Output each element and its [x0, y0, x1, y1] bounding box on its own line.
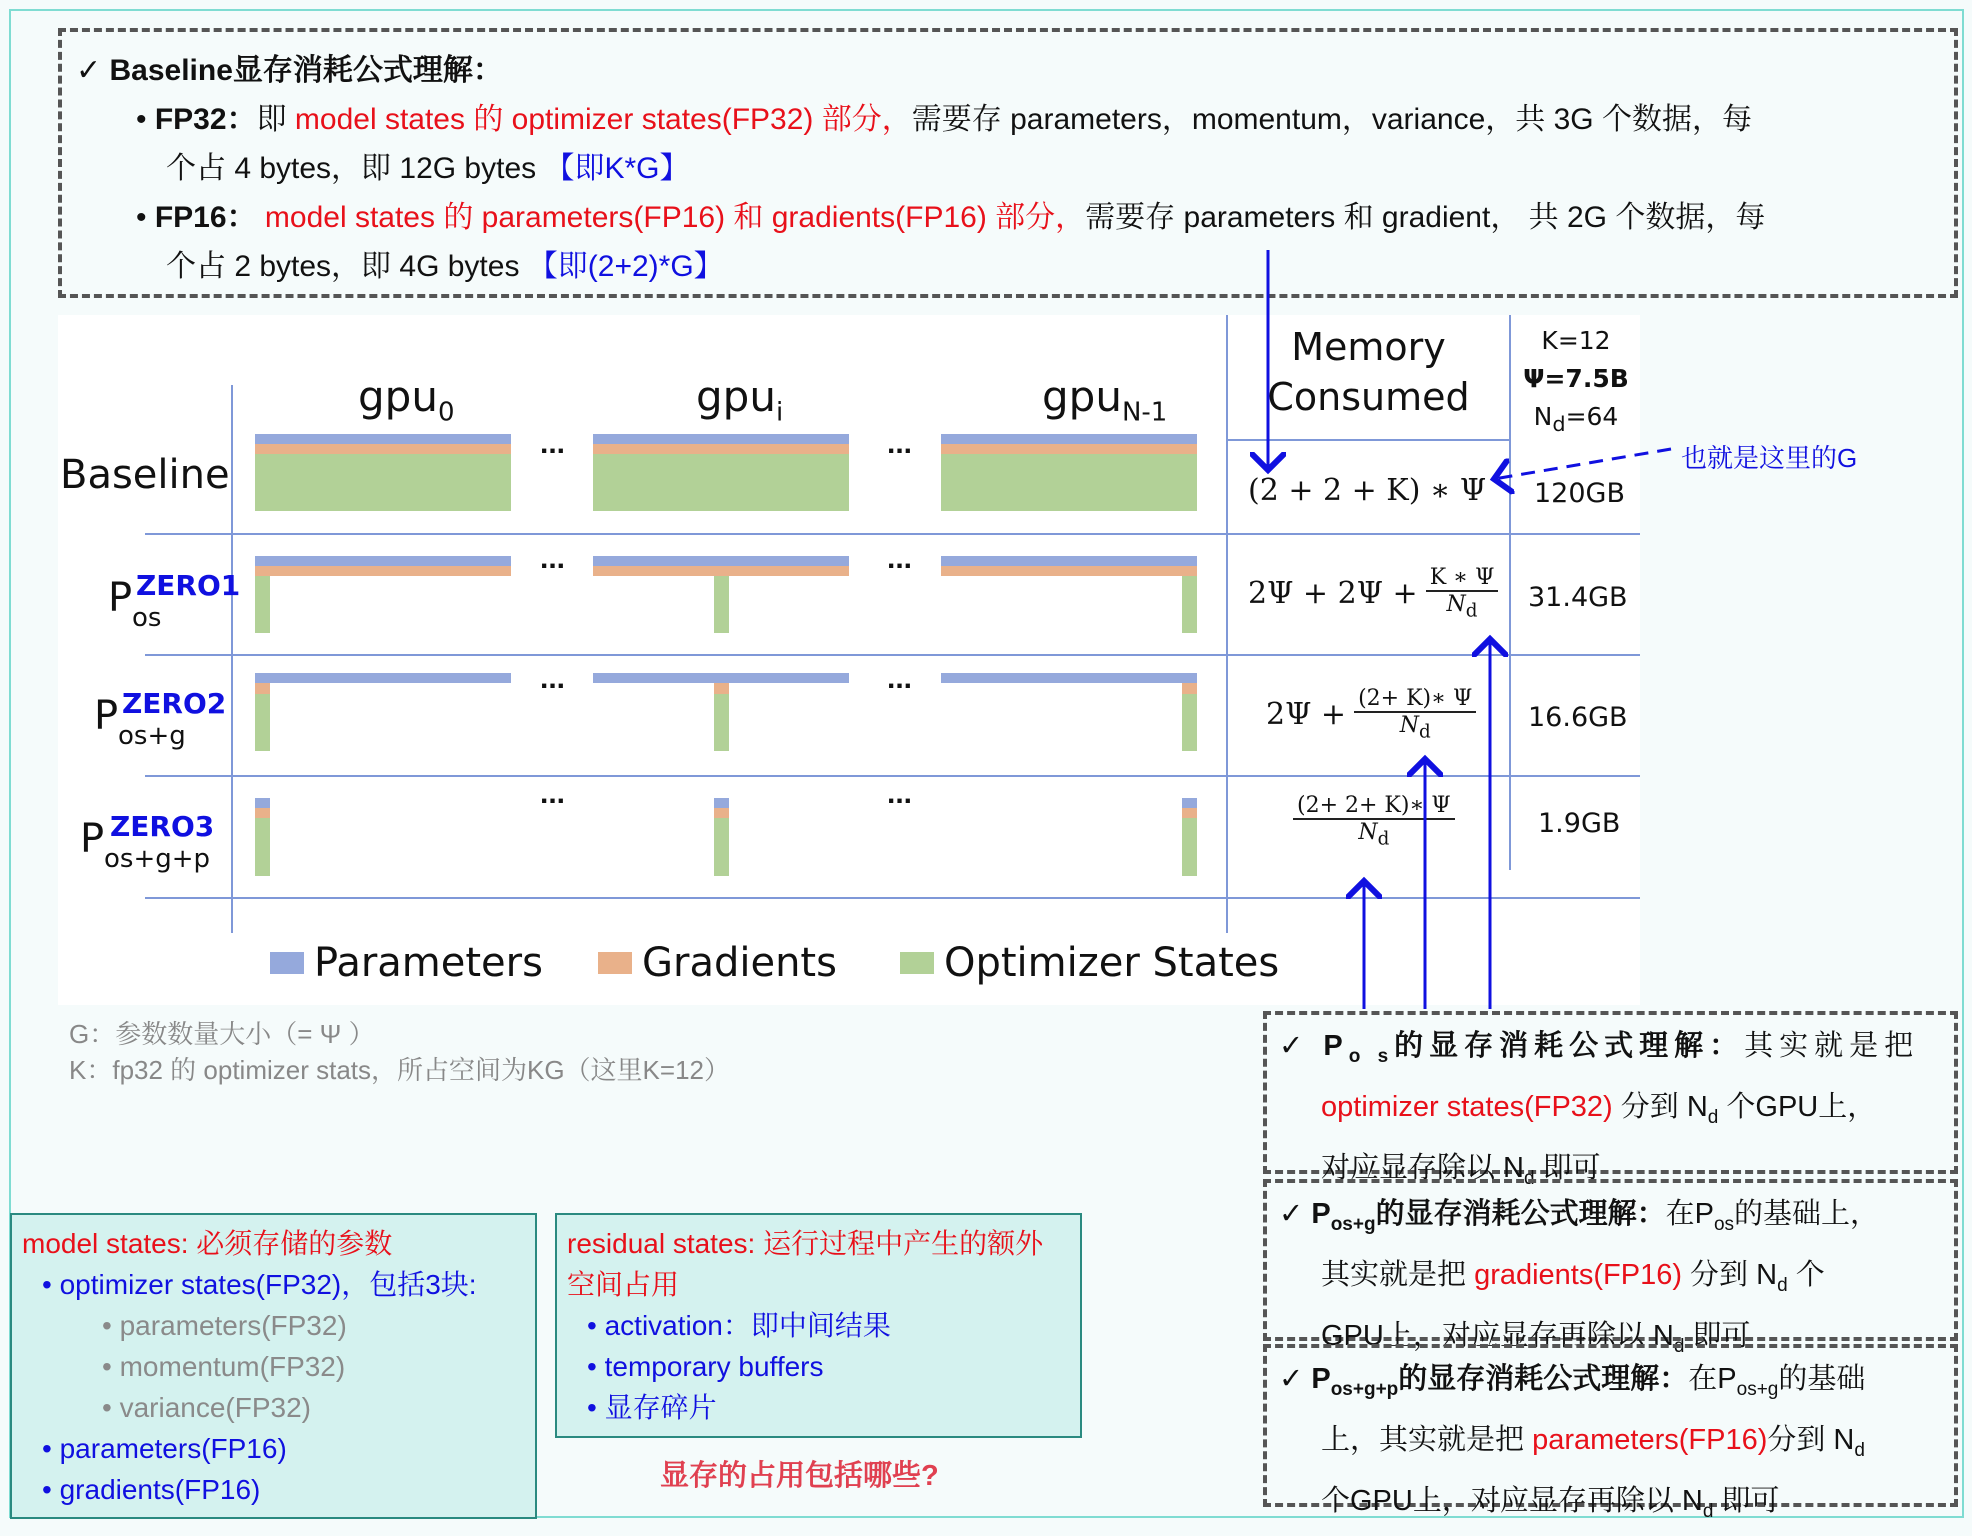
gpu-base: gpu [358, 372, 438, 421]
text-blue: 【即(2+2)*G】 [527, 250, 724, 283]
text: 即可 [1684, 1319, 1751, 1352]
fp32-label: FP32： [154, 103, 257, 136]
text: 分到 N [1612, 1090, 1708, 1123]
ellipsis: ... [540, 542, 566, 575]
p: P [1323, 1030, 1349, 1062]
text: 个GPU上，对应显存再除以 N [1321, 1484, 1703, 1517]
text: 即可 [1713, 1484, 1780, 1517]
item-text: gradients(FP16) [59, 1474, 261, 1505]
sub: d [1702, 1500, 1714, 1522]
list-item: • temporary buffers [587, 1351, 824, 1382]
text: 分到 N [1767, 1423, 1855, 1456]
sub: os [132, 603, 162, 633]
text: 对应显存除以 N [1321, 1151, 1525, 1184]
explanation-zero3 [1263, 1344, 1958, 1522]
zero-stage: ZERO2 [122, 687, 227, 720]
ellipsis: ... [887, 427, 913, 460]
p: P [94, 693, 119, 739]
list-item: • optimizer states(FP32)，包括3块: [42, 1269, 477, 1300]
list-item: • variance(FP32) [102, 1392, 311, 1423]
text: 上，其实就是把 [1321, 1423, 1533, 1456]
text: 其实就是把 [1744, 1030, 1920, 1062]
text: 分到 N [1682, 1258, 1778, 1291]
gpu-sub: 0 [437, 397, 455, 428]
sub: os [1713, 1213, 1735, 1235]
text: 在P [1688, 1363, 1737, 1395]
sub: d [1673, 1335, 1685, 1357]
numerator: (2+ K)∗ Ψ [1354, 686, 1476, 713]
sub: os+g [1736, 1378, 1779, 1400]
ellipsis: ... [887, 777, 913, 810]
numerator: K ∗ Ψ [1426, 565, 1499, 592]
value-zero3: 1.9GB [1538, 808, 1621, 839]
text: 个 [1787, 1258, 1825, 1291]
d: d [1377, 828, 1390, 850]
ellipsis: ... [540, 427, 566, 460]
text: 即可 [1534, 1151, 1601, 1184]
header-line: Consumed [1267, 375, 1470, 419]
list-item: • 显存碎片 [587, 1392, 717, 1423]
sub: os+g+p [104, 844, 211, 874]
text-red: model states 的 parameters(FP16) 和 gradients(FP16) 部分， [256, 201, 1086, 234]
question-text: 显存的占用包括哪些? [660, 1460, 939, 1492]
head: 的显存消耗公式理解： [1394, 1030, 1745, 1062]
d: d [1418, 721, 1431, 743]
item-text: optimizer states(FP32)，包括3块: [59, 1269, 477, 1300]
formula-baseline: (2 + 2 + K) ∗ Ψ [1248, 473, 1487, 508]
item-text: temporary buffers [604, 1351, 824, 1382]
item-text: 显存碎片 [604, 1392, 717, 1423]
n: N [1399, 713, 1419, 738]
value-zero1: 31.4GB [1528, 582, 1628, 613]
fp16-label: FP16： [154, 201, 257, 234]
gpu-base: gpu [696, 372, 776, 421]
gpu-sub: i [775, 397, 784, 428]
value-zero2: 16.6GB [1528, 702, 1628, 733]
sub: d [1854, 1439, 1865, 1461]
arrow-dashed [1494, 449, 1671, 479]
text: 个占 4 bytes，即 12G bytes [166, 152, 545, 185]
text: 需要存 parameters 和 gradient， 共 2G 个数据，每 [1085, 201, 1766, 234]
line [1279, 1250, 1944, 1311]
item-text: momentum(FP32) [119, 1351, 346, 1382]
text-blue: 【即K*G】 [544, 152, 690, 185]
n: N [1358, 820, 1378, 845]
header-line: Memory [1291, 325, 1446, 369]
line: ✓ $P_{os+g+p}$的显存消耗公式理解：在$P_{os+g}$的基础 [1279, 1363, 1866, 1400]
d: d [1552, 412, 1566, 436]
text: 在P [1665, 1198, 1714, 1230]
p: P [108, 575, 133, 621]
row-label-baseline: Baseline [60, 452, 230, 498]
item-text: activation：即中间结果 [604, 1310, 891, 1341]
text: 的基础 [1778, 1363, 1866, 1395]
gpu-sub: N-1 [1121, 397, 1168, 428]
line: ✓ $P_{os+g}$的显存消耗公式理解：在$P_{os}$的基础上， [1279, 1198, 1880, 1235]
note-k: K：fp32 的 optimizer stats，所占空间为KG（这里K=12） [69, 1055, 731, 1085]
sub: d [1524, 1167, 1535, 1189]
zero-stage: ZERO3 [110, 810, 215, 843]
note-g: G：参数数量大小（= Ψ ） [69, 1019, 375, 1049]
title-text: Baseline显存消耗公式理解： [109, 54, 503, 87]
list-item: • momentum(FP32) [102, 1351, 346, 1382]
box-title: residual states: 运行过程中产生的额外空间占用 [567, 1228, 1044, 1300]
text: GPU上，对应显存再除以 N [1321, 1319, 1674, 1352]
k-value: K=12 [1541, 326, 1611, 355]
sub: os+g [1330, 1213, 1376, 1235]
p: P [1311, 1198, 1331, 1230]
ellipsis: ... [887, 542, 913, 575]
text-red: parameters(FP16) [1532, 1423, 1768, 1456]
fp32-line: • FP32：即 model states 的 optimizer states(FP32) 部分，需要存 parameters，momentum，variance，共 3G 个数据，每 [136, 103, 1752, 136]
list-item: • parameters(FP16) [42, 1433, 287, 1464]
item-text: parameters(FP32) [119, 1310, 347, 1341]
n: N [1533, 402, 1553, 431]
d: d [1465, 600, 1478, 622]
n: N [1446, 592, 1466, 617]
list-item: • gradients(FP16) [42, 1474, 261, 1505]
gpu-base: gpu [1042, 372, 1122, 421]
item-text: parameters(FP16) [59, 1433, 287, 1464]
ellipsis: ... [540, 662, 566, 695]
numerator: (2+ 2+ K)∗ Ψ [1293, 793, 1455, 820]
legend-label: Gradients [642, 940, 837, 986]
text: 即 [256, 103, 295, 136]
list-item: • parameters(FP32) [102, 1310, 347, 1341]
residual-states-box [555, 1213, 1082, 1438]
legend-label: Parameters [314, 940, 543, 986]
text: 需要存 parameters，momentum，variance，共 3G 个数据，每 [911, 103, 1752, 136]
sub: o s [1348, 1045, 1395, 1067]
formula-part: 2Ψ + 2Ψ + [1248, 575, 1418, 611]
g-annotation: 也就是这里的G [1681, 443, 1858, 473]
line [1279, 1415, 1944, 1476]
p: P [80, 816, 105, 862]
list-item: • activation：即中间结果 [587, 1310, 891, 1341]
text-red: optimizer states(FP32) [1321, 1090, 1613, 1123]
line [1279, 1476, 1944, 1536]
text: 其实就是把 [1321, 1258, 1475, 1291]
ellipsis: ... [887, 662, 913, 695]
box-title: model states: 必须存储的参数 [22, 1228, 393, 1259]
formula-part: 2Ψ + [1266, 696, 1347, 732]
sub: os+g [118, 721, 186, 751]
psi-value: Ψ=7.5B [1523, 364, 1629, 393]
model-states-box [10, 1213, 537, 1519]
ellipsis: ... [540, 777, 566, 810]
explanation-zero2 [1263, 1179, 1958, 1357]
legend-label: Optimizer States [944, 940, 1280, 986]
head: 的显存消耗公式理解： [1398, 1363, 1689, 1395]
line [1279, 1082, 1944, 1143]
item-text: variance(FP32) [119, 1392, 311, 1423]
value-baseline: 120GB [1534, 478, 1625, 509]
head: 的显存消耗公式理解： [1375, 1198, 1666, 1230]
zero-stage: ZERO1 [136, 569, 241, 602]
sub: d [1707, 1106, 1719, 1128]
sub: d [1777, 1274, 1788, 1296]
text-red: model states 的 optimizer states(FP32) 部分， [294, 103, 912, 136]
baseline-note-title: ✓ Baseline显存消耗公式理解： [76, 54, 503, 87]
sub: os+g+p [1330, 1378, 1399, 1400]
text: 的基础上， [1734, 1198, 1880, 1230]
text-red: gradients(FP16) [1474, 1258, 1682, 1291]
val: =64 [1565, 402, 1619, 431]
line: ✓ $P_{o s}$的显存消耗公式理解：其实就是把 [1279, 1030, 1920, 1067]
fp16-line: • FP16： model states 的 parameters(FP16) 和 gradients(FP16) 部分，需要存 parameters 和 gradient， 共 2G 个数据，每 [136, 201, 1766, 234]
text: 个GPU上， [1718, 1090, 1877, 1123]
p: P [1311, 1363, 1331, 1395]
explanation-zero1 [1263, 1011, 1958, 1189]
text: 个占 2 bytes，即 4G bytes [166, 250, 528, 283]
